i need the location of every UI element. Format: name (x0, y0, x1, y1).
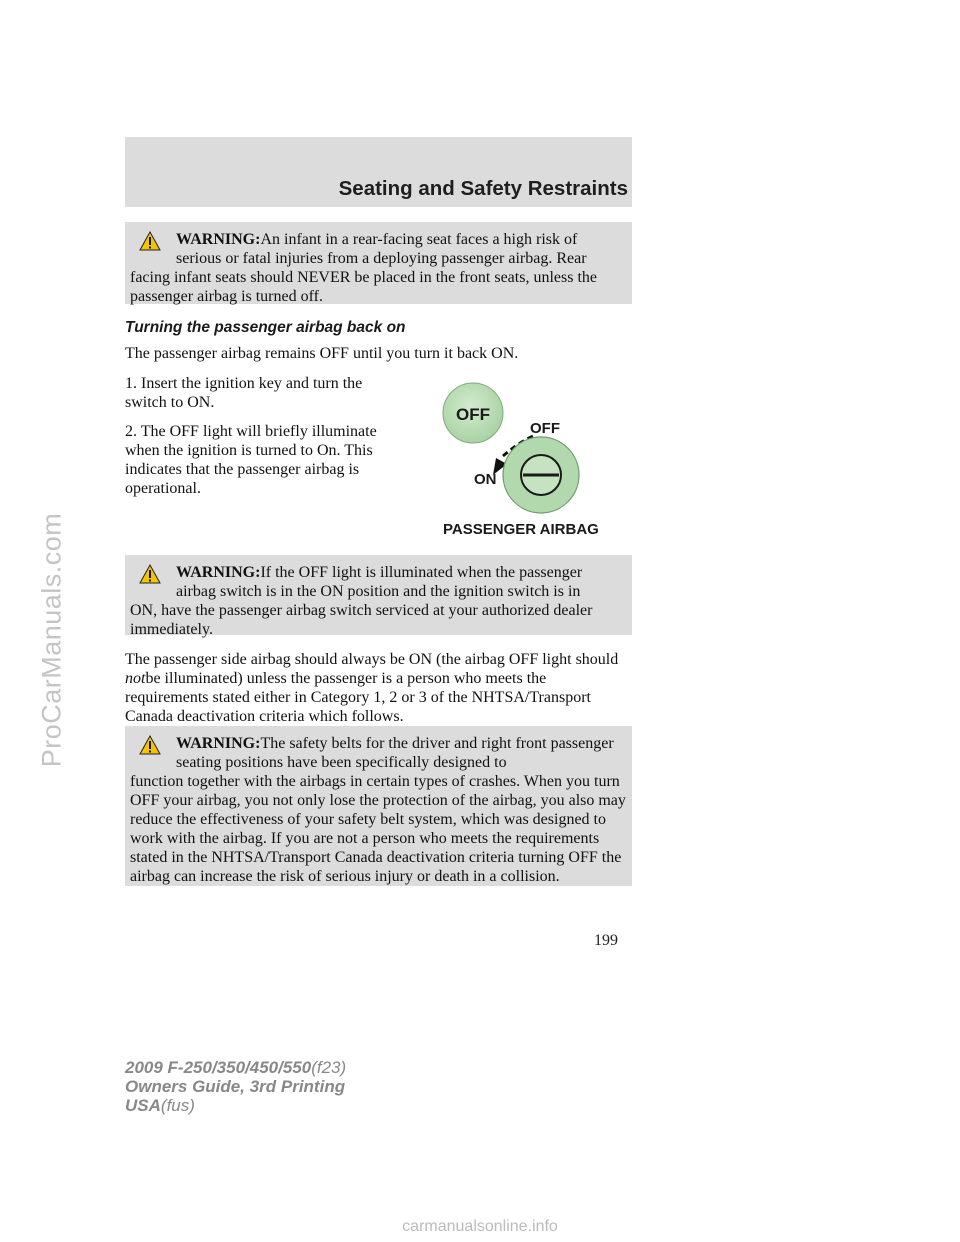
warning-text-continued: ON, have the passenger airbag switch serviced at your authorized dealer immediately. (130, 602, 593, 638)
warning-label: WARNING: (176, 231, 261, 248)
off-light-label: OFF (456, 405, 490, 424)
warning-text: The safety belts for the driver and right front passenger seating positions have been specifically designed to (176, 735, 614, 771)
footer-region-code: (fus) (160, 1096, 195, 1115)
diagram-caption: PASSENGER AIRBAG (443, 521, 599, 538)
warning-text: An infant in a rear-facing seat faces a high risk of serious or fatal injuries from a deploying passenger airbag. Rear (176, 231, 587, 267)
side-airbag-paragraph: The passenger side airbag should always be ON (the airbag OFF light should notbe illuminated) unless the passenger is a person who meets the requirements stated either in Category 1, 2 or 3 of the NHTSA/Transport Canada deactivation criteria which follows. (125, 651, 619, 725)
switch-off-label: OFF (530, 420, 560, 437)
switch-on-label: ON (474, 471, 497, 488)
bottom-watermark: carmanualsonline.info (402, 1218, 558, 1235)
side-watermark: ProCarManuals.com (36, 512, 67, 768)
passenger-airbag-switch-diagram (440, 380, 620, 545)
header-band (125, 137, 632, 207)
warning-box-infant (125, 222, 632, 304)
warning-box-off-light (125, 555, 632, 638)
warning-box-safety-belts (125, 726, 632, 886)
warning-text: If the OFF light is illuminated when the passenger airbag switch is in the ON position and the ignition switch is in (176, 564, 583, 600)
warning-triangle-icon (139, 735, 161, 755)
step-1-paragraph: 1. Insert the ignition key and turn the switch to ON. (125, 375, 363, 411)
warning-label: WARNING: (176, 735, 261, 752)
section-heading: Turning the passenger airbag back on (125, 319, 406, 336)
warning-text-continued: facing infant seats should NEVER be placed in the front seats, unless the passenger airbag is turned off. (130, 269, 597, 305)
warning-label: WARNING: (176, 564, 261, 581)
page-title: Seating and Safety Restraints (338, 177, 628, 200)
warning-triangle-icon (139, 231, 161, 251)
footer-guide: Owners Guide, 3rd Printing (125, 1077, 346, 1096)
footer-model: 2009 F-250/350/450/550 (125, 1058, 312, 1077)
emphasis-not: not (125, 670, 146, 687)
footer-model-code: (f23) (311, 1058, 347, 1077)
warning-triangle-icon (139, 564, 161, 584)
footer-region: USA (125, 1096, 161, 1115)
page-number: 199 (594, 932, 618, 949)
footer (125, 1058, 346, 1115)
step-2-paragraph: 2. The OFF light will briefly illuminate when the ignition is turned to On. This indicates that the passenger airbag is operational. (125, 423, 377, 497)
intro-paragraph: The passenger airbag remains OFF until you turn it back ON. (125, 345, 519, 362)
warning-text-continued: function together with the airbags in certain types of crashes. When you turn OFF your airbag, you not only lose the protection of the airbag, you also may reduce the effectiveness of your safety belt system, which was designed to work with the airbag. If you are not a person who meets the requirements stated in the NHTSA/Transport Canada deactivation criteria turning OFF the airbag can increase the risk of serious injury or death in a collision. (130, 773, 626, 885)
